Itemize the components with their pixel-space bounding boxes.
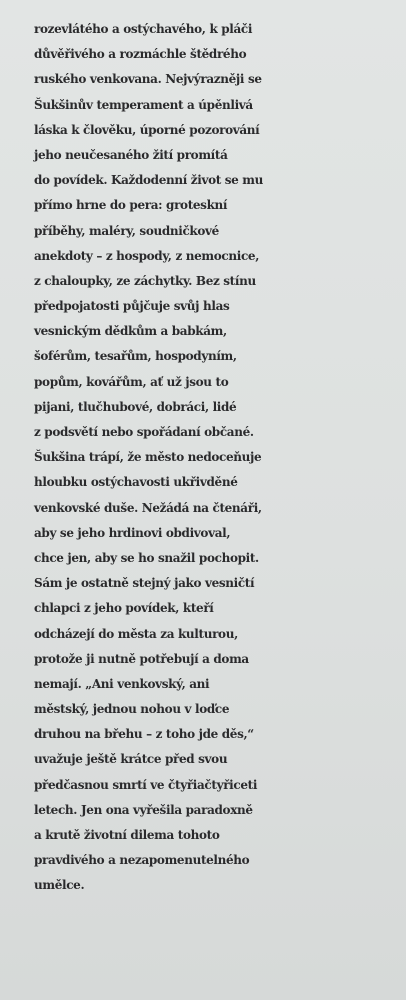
text-line: předpojatosti půjčuje svůj hlas — [34, 299, 230, 314]
text-line: pijani, tlučhubové, dobráci, lidé — [34, 399, 237, 414]
text-line: vesnickým dědkům a babkám, — [34, 324, 227, 339]
text-line: Šukšina trápí, že město nedoceňuje — [34, 450, 262, 465]
text-line: jeho neučesaného žití promítá — [34, 147, 228, 162]
text-line: umělce. — [34, 878, 85, 893]
text-line: a krutě životní dilema tohoto — [34, 828, 220, 842]
text-block — [34, 17, 406, 899]
text-line: přímo hrne do pera: groteskní — [34, 198, 228, 213]
text-line: hloubku ostýchavosti ukřivděné — [34, 475, 238, 490]
text-line: druhou na břehu – z toho jde děs,“ — [34, 727, 254, 742]
text-line: chce jen, aby se ho snažil pochopit. — [34, 550, 259, 565]
text-line: předčasnou smrtí ve čtyřiačtyřiceti — [34, 777, 258, 792]
text-line: ruského venkovana. Nejvýrazněji se — [34, 72, 262, 87]
text-line: městský, jednou nohou v loďce — [34, 702, 230, 717]
text-line: důvěřivého a rozmáchle štědrého — [34, 47, 247, 62]
text-line: letech. Jen ona vyřešila paradoxně — [34, 802, 253, 817]
text-line: Šukšinův temperament a úpěnlivá — [34, 97, 253, 112]
text-line: rozevlátého a ostýchavého, k pláči — [34, 22, 253, 36]
text-line: Sám je ostatně stejný jako vesničtí — [34, 576, 255, 591]
text-line: venkovské duše. Nežádá na čtenáři, — [34, 500, 262, 515]
text-line: chlapci z jeho povídek, kteří — [34, 601, 214, 616]
text-line: aby se jeho hrdinovi obdivoval, — [34, 525, 231, 540]
text-line: příběhy, maléry, soudničkové — [34, 223, 219, 238]
text-line: popům, kovářům, ať už jsou to — [34, 374, 229, 389]
text-line: do povídek. Každodenní život se mu — [34, 173, 263, 188]
text-line: nemají. „Ani venkovský, ani — [34, 676, 210, 691]
text-line: pravdivého a nezapomenutelného — [34, 853, 250, 868]
text-line: odcházejí do města za kulturou, — [34, 626, 238, 641]
text-line: láska k člověku, úporné pozorování — [34, 122, 260, 137]
text-line: z podsvětí nebo spořádaní občané. — [34, 425, 254, 439]
text-line: anekdoty – z hospody, z nemocnice, — [34, 248, 260, 263]
text-line: protože ji nutně potřebují a doma — [34, 651, 249, 666]
text-line: uvažuje ještě krátce před svou — [34, 752, 228, 767]
text-line: šoférům, tesařům, hospodyním, — [34, 349, 237, 364]
text-line: z chaloupky, ze záchytky. Bez stínu — [34, 273, 256, 288]
